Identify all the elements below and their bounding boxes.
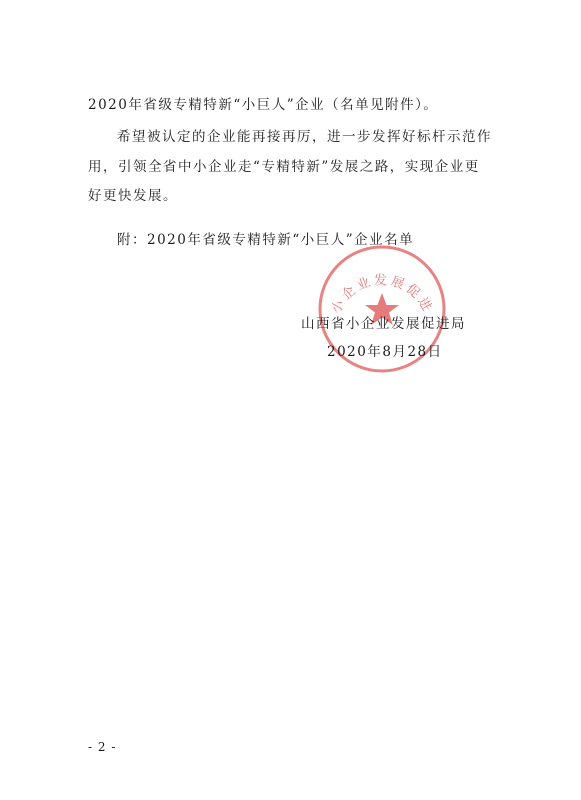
paragraph-line: 希望被认定的企业能再接再厉，进一步发挥好标杆示范作: [117, 129, 492, 145]
paragraph-line: 好更快发展。: [88, 188, 178, 204]
seal-text: 小企业发展促进: [328, 273, 436, 317]
paragraph-line: 2020年省级专精特新“小巨人”企业（名单见附件）。: [88, 97, 439, 113]
signature-organization: 山西省小企业发展促进局: [301, 316, 466, 332]
attachment-line: 附：2020年省级专精特新“小巨人”企业名单: [117, 232, 415, 248]
paragraph-line: 用，引领全省中小企业走“专精特新”发展之路，实现企业更: [88, 159, 480, 175]
page-number: - 2 -: [88, 740, 117, 754]
signature-date: 2020年8月28日: [327, 344, 443, 360]
